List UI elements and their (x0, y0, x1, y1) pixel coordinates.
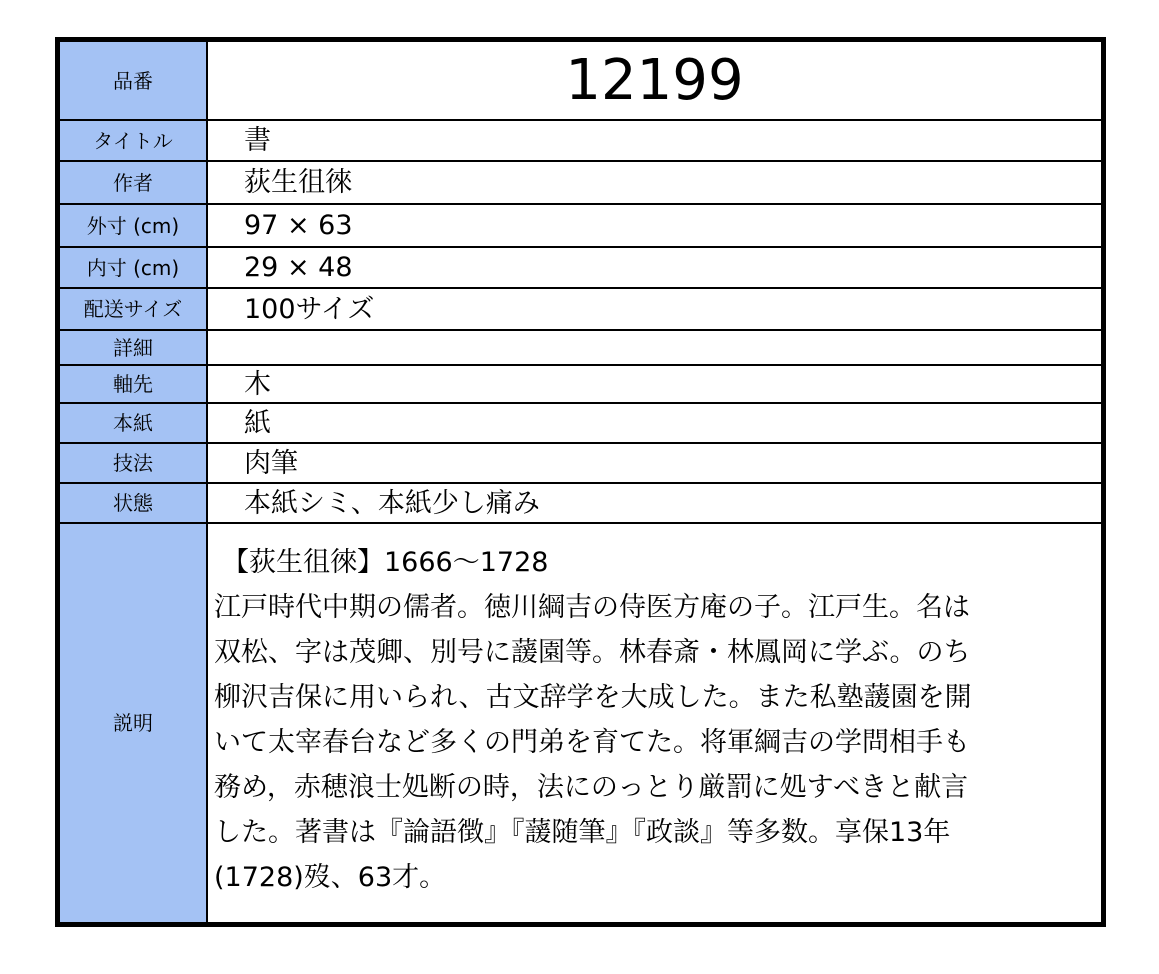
label-outer-size: 外寸 (cm) (59, 204, 207, 247)
description-line: 双松、字は茂卿、別号に蘐園等。林春斎・林鳳岡に学ぶ。のち (214, 637, 971, 668)
value-description (207, 523, 1102, 923)
row-description (59, 523, 1102, 923)
label-roller-end: 軸先 (59, 365, 207, 403)
label-title: タイトル (59, 120, 207, 161)
label-main-paper: 本紙 (59, 403, 207, 443)
value-technique: 肉筆 (207, 443, 1102, 483)
value-author: 荻生徂徠 (207, 161, 1102, 204)
value-roller-end: 木 (207, 365, 1102, 403)
label-condition: 状態 (59, 483, 207, 523)
label-author: 作者 (59, 161, 207, 204)
description-line: した。著書は『論語徴』『蘐随筆』『政談』等多数。享保13年 (214, 817, 951, 848)
description-line: 柳沢吉保に用いられ、古文辞学を大成した。また私塾蘐園を開 (214, 682, 972, 713)
value-item-number: 12199 (207, 41, 1102, 120)
row-roller-end (59, 365, 1102, 403)
label-detail: 詳細 (59, 330, 207, 365)
row-item-number (59, 41, 1102, 120)
description-line: 【荻生徂徠】1666～1728 (222, 547, 549, 578)
label-inner-size: 内寸 (cm) (59, 247, 207, 288)
value-detail (207, 330, 1102, 365)
item-spec-table (55, 37, 1106, 927)
label-description: 説明 (59, 523, 207, 923)
value-title: 書 (207, 120, 1102, 161)
description-line: (1728)歿、63才。 (214, 862, 447, 893)
row-inner-size (59, 247, 1102, 288)
value-condition: 本紙シミ、本紙少し痛み (207, 483, 1102, 523)
label-item-number: 品番 (59, 41, 207, 120)
value-main-paper: 紙 (207, 403, 1102, 443)
description-line: 務め，赤穂浪士処断の時，法にのっとり厳罰に処すべきと献言 (214, 772, 969, 803)
label-shipping-size: 配送サイズ (59, 288, 207, 330)
value-shipping-size: 100サイズ (207, 288, 1102, 330)
row-detail (59, 330, 1102, 365)
value-outer-size: 97 × 63 (207, 204, 1102, 247)
row-condition (59, 483, 1102, 523)
label-technique: 技法 (59, 443, 207, 483)
row-author (59, 161, 1102, 204)
value-inner-size: 29 × 48 (207, 247, 1102, 288)
row-main-paper (59, 403, 1102, 443)
row-title (59, 120, 1102, 161)
description-line: 江戸時代中期の儒者。徳川綱吉の侍医方庵の子。江戸生。名は (214, 592, 970, 623)
description-line: いて太宰春台など多くの門弟を育てた。将軍綱吉の学問相手も (214, 727, 970, 758)
row-outer-size (59, 204, 1102, 247)
row-technique (59, 443, 1102, 483)
row-shipping-size (59, 288, 1102, 330)
